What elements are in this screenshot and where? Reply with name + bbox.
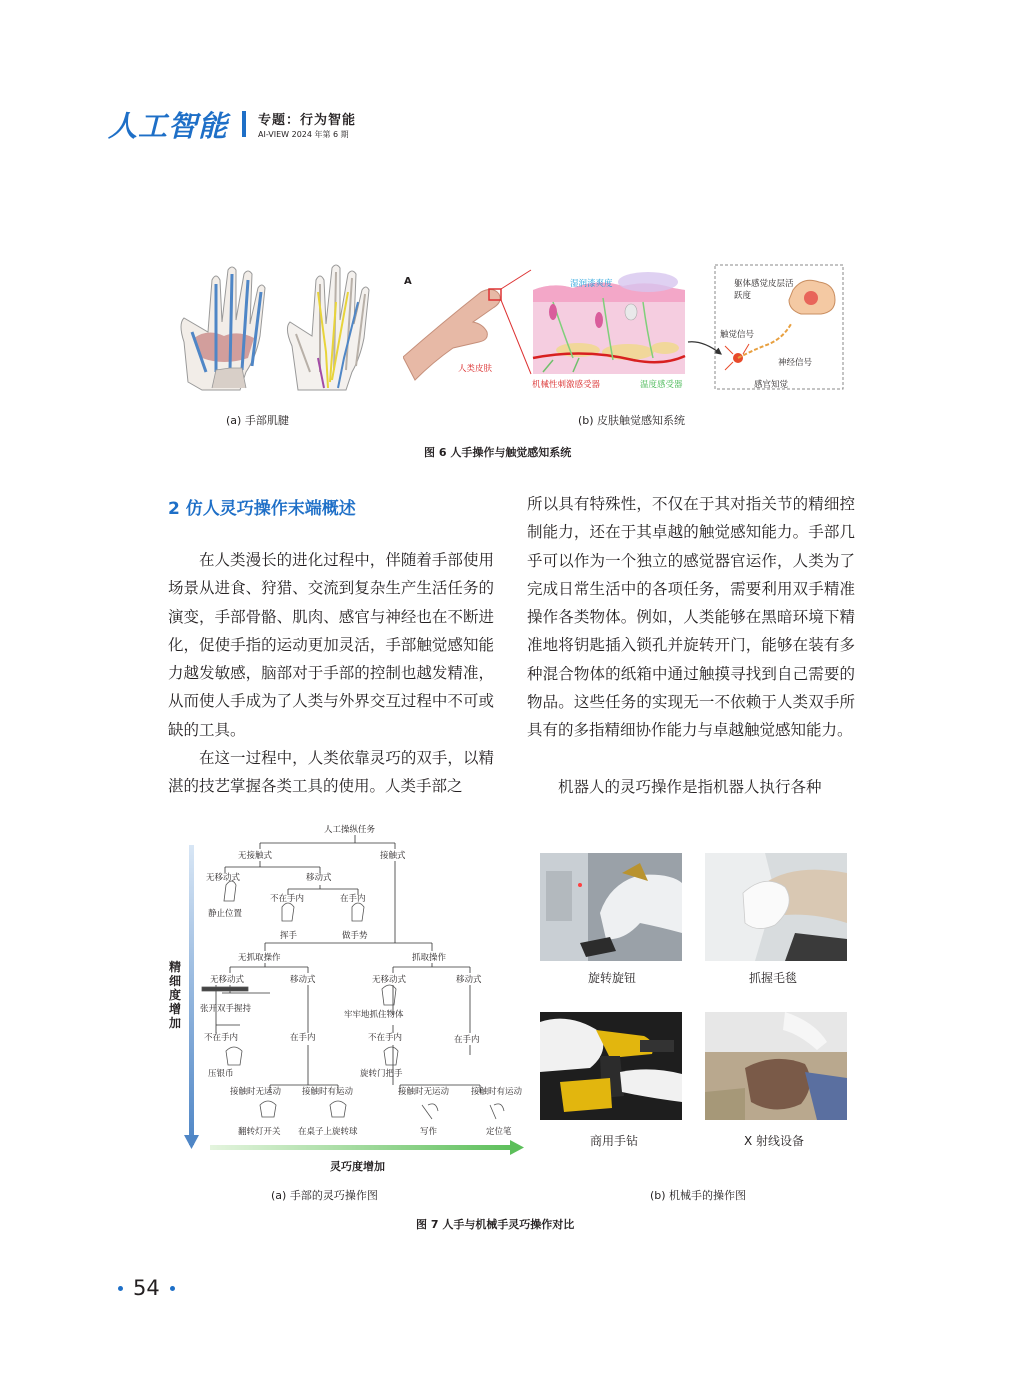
tree-not-in-hand-1: 不在手内 <box>270 894 305 904</box>
label-mech-receptor: 机械性刺激感受器 <box>532 380 601 390</box>
photo-xray-device <box>705 1012 847 1120</box>
page-header <box>108 104 356 144</box>
tree-no-move-3: 无移动式 <box>372 975 407 985</box>
figure6-caption-a: (a) 手部肌腱 <box>226 414 289 427</box>
tree-write: 写作 <box>420 1127 438 1137</box>
press-coin-icon <box>226 1047 242 1065</box>
photo-caption-xray-device: X 射线设备 <box>744 1134 805 1148</box>
precision-axis-bar <box>189 845 194 1145</box>
tree-in-hand-2: 在手内 <box>290 1033 316 1043</box>
tree-rotate-ball: 在桌子上旋转球 <box>298 1127 358 1137</box>
palm-muscle-hand <box>181 267 265 390</box>
tree-no-contact: 无接触式 <box>238 851 273 861</box>
tree-contact-motion-1: 接触时有运动 <box>302 1087 354 1097</box>
page-number: 54 <box>133 1276 160 1300</box>
spread-hands-icon <box>202 987 248 991</box>
static-hand-icon <box>224 881 236 901</box>
firm-grasp-icon <box>382 985 396 1005</box>
label-cortex: 躯体感觉皮层活跃度 <box>734 279 794 301</box>
tree-position-pen: 定位笔 <box>486 1127 512 1137</box>
figure7-caption-b: (b) 机械手的操作图 <box>650 1189 747 1202</box>
tree-static-pos: 静止位置 <box>208 909 243 919</box>
figure6-caption-b: (b) 皮肤触觉感知系统 <box>578 414 686 427</box>
photo-caption-rotate-knob: 旋转旋钮 <box>588 971 637 985</box>
label-temp-receptor: 温度感受器 <box>640 380 683 390</box>
tree-not-in-hand-3: 不在手内 <box>368 1033 403 1043</box>
label-lubrication: 湿润漆爽度 <box>570 279 613 289</box>
figure7-title: 图 7 人手与机械手灵巧操作对比 <box>416 1218 575 1231</box>
tree-in-hand-3: 在手内 <box>454 1035 480 1045</box>
footer-dot-left <box>118 1286 123 1291</box>
photo-rotate-knob <box>540 853 682 961</box>
tree-no-grasp: 无抓取操作 <box>238 953 281 963</box>
tree-no-move-2: 无移动式 <box>210 975 245 985</box>
photo-grab-blanket <box>705 853 847 961</box>
turn-handle-icon <box>384 1047 398 1065</box>
photo-caption-hand-drill: 商用手钻 <box>590 1134 639 1148</box>
dexterity-axis-bar <box>210 1145 515 1150</box>
tree-in-hand-1: 在手内 <box>340 894 366 904</box>
tree-gesture: 做手势 <box>342 931 368 941</box>
tree-move-1: 移动式 <box>306 873 332 883</box>
tree-no-move-1: 无移动式 <box>206 873 241 883</box>
tree-turn-handle: 旋转门把手 <box>360 1069 403 1079</box>
header-text <box>258 109 356 140</box>
right-paragraph-2: 机器人的灵巧操作是指机器人执行各种 <box>558 778 822 796</box>
header-issue: AI-VIEW 2024 年第 6 期 <box>258 129 349 139</box>
tree-contact-no-motion-1: 接触时无运动 <box>230 1087 282 1097</box>
label-perception: 感官知觉 <box>754 380 789 390</box>
tree-spread-hands: 张开双手握持 <box>200 1004 252 1014</box>
section-title: 2 仿人灵巧操作末端概述 <box>168 499 356 519</box>
page-footer <box>108 1276 185 1300</box>
tree-wave: 挥手 <box>280 931 298 941</box>
tree-contact-motion-2: 接触时有运动 <box>471 1087 523 1097</box>
figure-7a-taxonomy <box>160 815 535 1180</box>
photo-caption-grab-blanket: 抓握毛毯 <box>749 971 798 985</box>
right-paragraph-1: 所以具有特殊性，不仅在于其对指关节的精细控制能力，还在于其卓越的触觉感知能力。手部几乎可以作为一个独立的感觉器官运作，人类为了完成日常生活中的各项任务，需要利用双手精准操作各类物体。例如，人类能够在黑暗环境下精准地将钥匙插入锁孔并旋转开门，能够在装有多种混合物体的纸箱中通过触摸寻找到自己需要的物品。这些任务的实现无一不依赖于人类双手所具有的多指精细协作能力与卓越触觉感知能力。 <box>527 495 855 740</box>
tree-root: 人工操纵任务 <box>324 825 376 835</box>
tree-not-in-hand-2: 不在手内 <box>204 1033 239 1043</box>
tree-grasp: 抓取操作 <box>412 953 447 963</box>
panel-letter-a: A <box>404 276 412 287</box>
tree-move-3: 移动式 <box>456 975 482 985</box>
journal-brand: 人工智能 <box>108 108 229 143</box>
tree-move-2: 移动式 <box>290 975 316 985</box>
figure6-title: 图 6 人手操作与触觉感知系统 <box>424 446 572 459</box>
write-icon <box>422 1104 438 1119</box>
position-pen-icon <box>490 1104 504 1119</box>
tree-flip-switch: 翻转灯开关 <box>238 1127 281 1137</box>
tree-precision-axis: 精细度增加 <box>168 960 181 1030</box>
tree-press-coin: 压银币 <box>208 1069 234 1079</box>
tree-dexterity-axis: 灵巧度增加 <box>330 1160 385 1173</box>
rotate-ball-icon <box>330 1101 346 1117</box>
header-topic: 专题：行为智能 <box>258 112 357 128</box>
header-divider <box>242 111 246 137</box>
hand-tendons-illustration <box>168 262 378 392</box>
gesture-hand-icon <box>352 903 364 921</box>
footer-dot-right <box>170 1286 175 1291</box>
tree-contact: 接触式 <box>380 851 406 861</box>
label-nerve-signal: 神经信号 <box>778 358 813 368</box>
photo-hand-drill <box>540 1012 682 1120</box>
nerve-hand <box>287 265 369 390</box>
left-paragraph-2: 在这一过程中，人类依靠灵巧的双手，以精湛的技艺掌握各类工具的使用。人类手部之 <box>168 749 494 796</box>
figure7-caption-a: (a) 手部的灵巧操作图 <box>271 1189 378 1202</box>
label-touch-signal: 触觉信号 <box>720 330 755 340</box>
flip-switch-icon <box>260 1101 276 1117</box>
figure-6 <box>168 262 858 462</box>
tree-contact-no-motion-2: 接触时无运动 <box>398 1087 450 1097</box>
left-paragraph-1: 在人类漫长的进化过程中，伴随着手部使用场景从进食、狩猎、交流到复杂生产生活任务的演变，手部骨骼、肌肉、感官与神经也在不断进化，促使手指的运动更加灵活，手部触觉感知能力越发敏感，脑部对于手部的控制也越发精准，从而使人手成为了人类与外界交互过程中不可或缺的工具。 <box>168 551 494 739</box>
wave-hand-icon <box>282 903 294 921</box>
tree-firm-grasp: 牢牢地抓住物体 <box>344 1010 404 1020</box>
figure-7b-photos <box>535 845 865 1155</box>
label-human-skin: 人类皮肤 <box>458 364 493 374</box>
